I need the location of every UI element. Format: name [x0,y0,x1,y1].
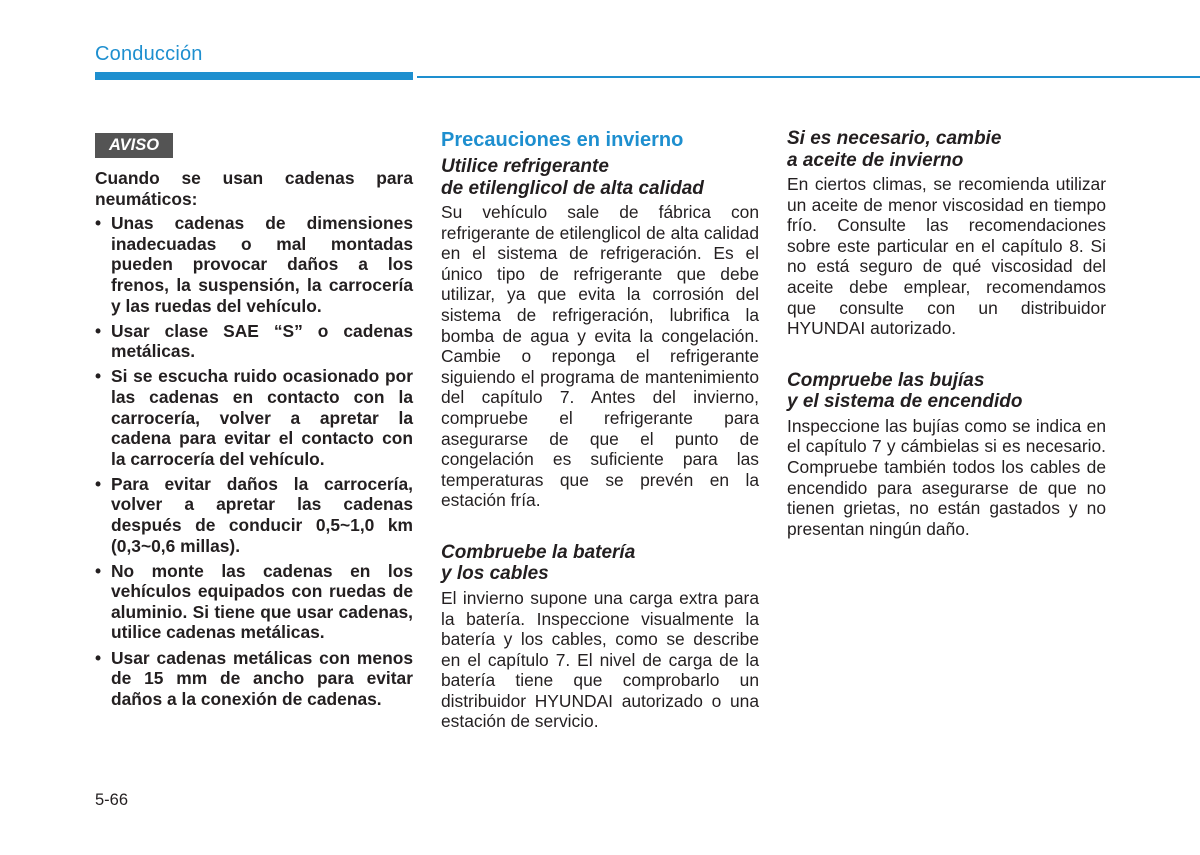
spark-plugs-body: Inspeccione las bujías como se indica en el capítulo 7 y cámbielas si es necesario. Compruebe también todos los cables de encendido para asegurarse de que no tienen grietas, no están gastados y no presentan ningún daño. [787,415,1106,539]
oil-column [787,128,1106,539]
warning-column [95,168,413,714]
header-rule-thick [95,72,413,80]
battery-body: El invierno supone una carga extra para la batería. Inspeccione visualmente la batería y los cables, como se describe en el capítulo 7. El nivel de carga de la batería tiene que comprobarlo un distribuidor HYUNDAI autorizado o una estación de servicio. [441,587,759,732]
bullet-icon: • [95,366,102,387]
section-header-title: Conducción [95,43,203,65]
bullet-icon: • [95,320,102,341]
bullet-icon: • [95,647,102,668]
warning-item: • Unas cadenas de dimensiones inadecuadas o mal montadas pueden provocar daños a los frenos, la suspensión, la carrocería y las ruedas del vehículo. [95,213,413,316]
header-rule-thin [417,76,1200,78]
warning-item: • Si se escucha ruido ocasionado por las cadenas en contacto con la carrocería, volver a apretar la cadena para evitar el contacto con la carrocería del vehículo. [95,366,413,469]
oil-body: En ciertos climas, se recomienda utilizar un aceite de menor viscosidad en tiempo frío. Consulte las recomendaciones sobre este particular en el capítulo 8. Si no está seguro de qué viscosidad del aceite debe emplear, recomendamos que consulte con un distribuidor HYUNDAI autorizado. [787,174,1106,339]
warning-item: • Para evitar daños la carrocería, volver a apretar las cadenas después de conducir 0,5~1,0 km (0,3~0,6 millas). [95,473,413,556]
warning-intro: Cuando se usan cadenas para neumáticos: [95,168,413,209]
bullet-icon: • [95,473,102,494]
coolant-heading: Utilice refrigerante de etilenglicol de alta calidad [441,156,704,199]
page-number: 5-66 [95,791,129,809]
winter-column [441,128,759,732]
coolant-body: Su vehículo sale de fábrica con refrigerante de etilenglicol de alta calidad en el sistema de refrigeración. Es el único tipo de refrigerante que debe utilizar, ya que evita la corrosión del sistema de refrigeración, lubrifica la bomba de agua y evita la congelación. Cambie o reponga el refrigerante siguiendo el programa de mantenimiento del capítulo 7. Antes del invierno, compruebe el refrigerante para asegurarse de que el punto de congelación es suficiente para las temperaturas que se prevén en la estación fría. [441,202,759,511]
battery-heading: Combruebe la batería y los cables [441,541,636,585]
warning-list [95,213,413,709]
warning-item: • No monte las cadenas en los vehículos equipados con ruedas de aluminio. Si tiene que usar cadenas, utilice cadenas metálicas. [95,560,413,643]
bullet-icon: • [95,560,102,581]
warning-item: • Usar cadenas metálicas con menos de 15 mm de ancho para evitar daños a la conexión de cadenas. [95,647,413,709]
spark-plugs-heading: Compruebe las bujías y el sistema de encendido [787,369,1023,413]
oil-heading: Si es necesario, cambie a aceite de invierno [787,128,1002,171]
warning-badge: AVISO [95,133,173,158]
warning-item: • Usar clase SAE “S” o cadenas metálicas. [95,320,413,362]
section-title: Precauciones en invierno [441,129,684,151]
bullet-icon: • [95,213,102,234]
